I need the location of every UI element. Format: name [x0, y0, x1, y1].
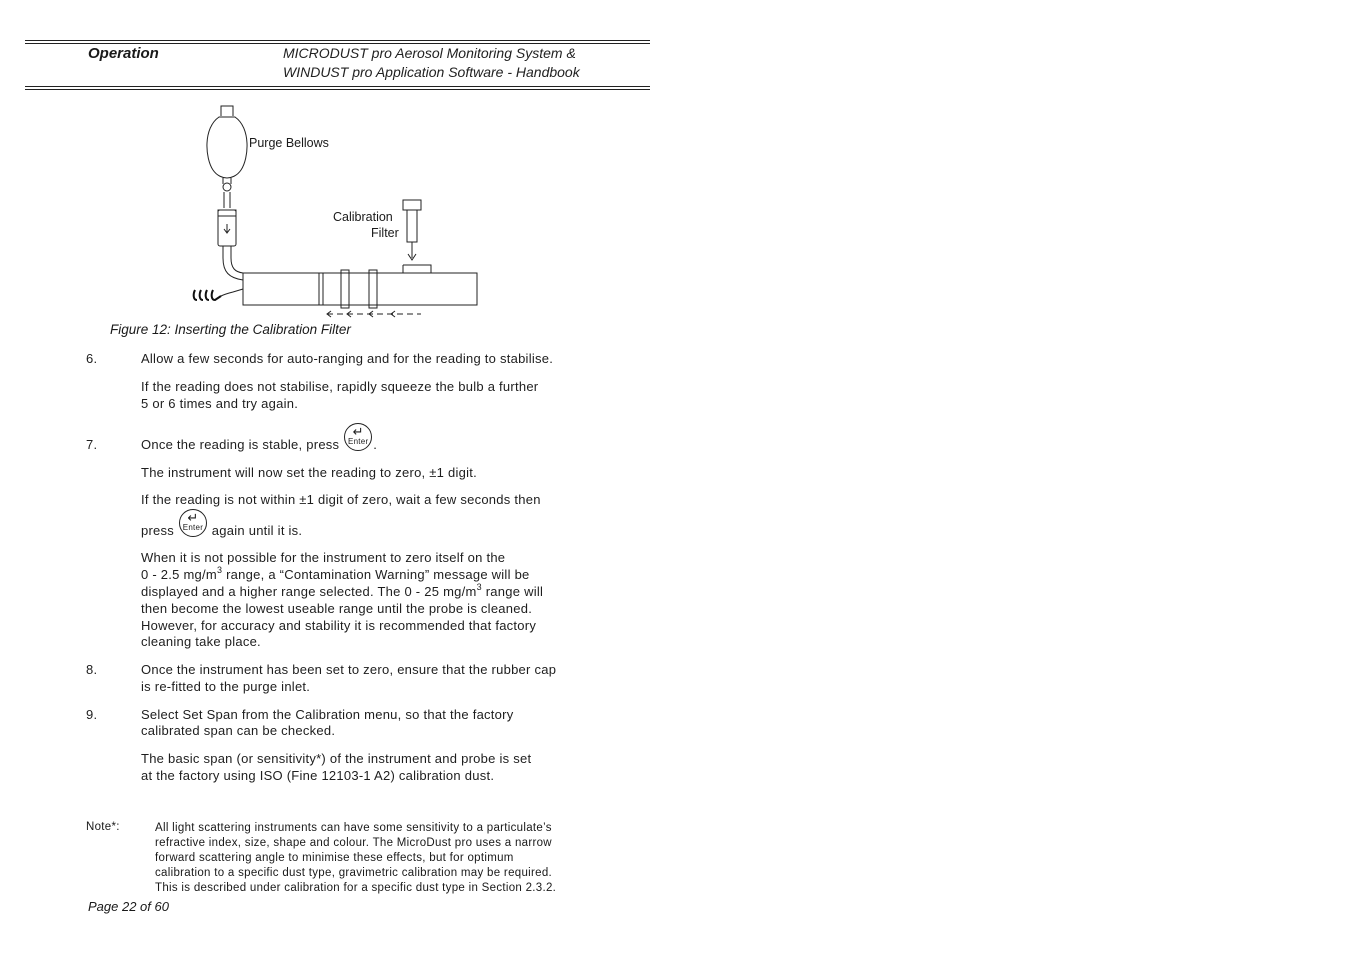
probe-tube	[243, 273, 477, 305]
step-7-zero-text: The instrument will now set the reading to zero, ±1 digit.	[141, 465, 477, 480]
step-6-text: Allow a few seconds for auto-ranging and for the reading to stabilise.	[141, 351, 554, 366]
superscript-3: 3	[216, 565, 223, 575]
step-9-line1: Select Set Span from the Calibration menu, so that the factory	[141, 707, 514, 722]
step-7-warning-line5: However, for accuracy and stability it is recommended that factory	[141, 618, 537, 633]
note-line2: refractive index, size, shape and colour. The MicroDust pro uses a narrow	[155, 837, 552, 849]
step-8-line2: is re-fitted to the purge inlet.	[141, 679, 311, 694]
step-6-note-line1: If the reading does not stabilise, rapidly squeeze the bulb a further	[141, 379, 539, 394]
note-label: Note*:	[86, 821, 120, 833]
step-7-retry-post: again until it is.	[211, 523, 303, 538]
enter-key-label: Enter	[182, 523, 204, 532]
step-7-warning-line1: When it is not possible for the instrument to zero itself on the	[141, 550, 506, 565]
step-9-number: 9.	[86, 707, 98, 722]
step-9-span-line2: at the factory using ISO (Fine 12103-1 A2) calibration dust.	[141, 768, 495, 783]
range-text-a: 0 - 2.5 mg/m	[141, 567, 217, 582]
enter-key-label: Enter	[348, 437, 369, 446]
header-rule-top	[25, 40, 650, 41]
range-text-c: displayed and a higher range selected. The 0 - 25 mg/m	[141, 584, 477, 599]
page-number: Page 22 of 60	[88, 899, 169, 914]
handbook-title-line2: WINDUST pro Application Software - Handbook	[283, 64, 580, 80]
enter-arrow-icon: ↵	[352, 424, 364, 439]
note-line5: This is described under calibration for a specific dust type in Section 2.3.2.	[155, 882, 557, 894]
header-rule-bottom-2	[25, 89, 650, 90]
step-7-warning-line3	[141, 584, 543, 599]
step-8-line1: Once the instrument has been set to zero, ensure that the rubber cap	[141, 662, 557, 677]
coiled-cable	[194, 290, 221, 300]
label-calibration: Calibration	[333, 210, 393, 224]
enter-key-icon	[344, 423, 372, 451]
step-7-retry-line1: If the reading is not within ±1 digit of zero, wait a few seconds then	[141, 492, 541, 507]
enter-arrow-icon: ↵	[187, 510, 199, 525]
label-purge-bellows: Purge Bellows	[249, 136, 329, 150]
step-7-number: 7.	[86, 437, 98, 452]
figure-caption: Figure 12: Inserting the Calibration Filter	[110, 322, 351, 337]
step-9-span-line1: The basic span (or sensitivity*) of the instrument and probe is set	[141, 751, 532, 766]
header-rule-bottom	[25, 86, 650, 87]
step-7-retry-line2	[141, 509, 302, 545]
bellows-inlet	[221, 106, 233, 116]
range-text-b: range, a “Contamination Warning” message will be	[222, 567, 530, 582]
step-7-warning-line4: then become the lowest useable range until the probe is cleaned.	[141, 601, 533, 616]
calibration-filter	[403, 200, 421, 210]
step-6-number: 6.	[86, 351, 98, 366]
superscript-3: 3	[476, 582, 482, 592]
purge-bellows-bulb	[207, 117, 247, 178]
label-filter: Filter	[371, 226, 399, 240]
step-7-retry-pre: press	[141, 523, 175, 538]
handbook-title-line1: MICRODUST pro Aerosol Monitoring System &	[283, 45, 576, 61]
step-8-number: 8.	[86, 662, 98, 677]
step-6-note-line2: 5 or 6 times and try again.	[141, 396, 299, 411]
step-7-warning-line2	[141, 567, 530, 582]
step-7-text-post: .	[373, 437, 378, 452]
header-rule-top-2	[25, 43, 650, 44]
section-title: Operation	[88, 45, 159, 62]
note-line3: forward scattering angle to minimise these effects, but for optimum	[155, 852, 514, 864]
step-9-line2: calibrated span can be checked.	[141, 723, 336, 738]
note-line1: All light scattering instruments can have some sensitivity to a particulate’s	[155, 822, 552, 834]
step-7-warning-line6: cleaning take place.	[141, 634, 261, 649]
range-text-d: range will	[481, 584, 544, 599]
step-7-text	[141, 423, 377, 459]
step-7-text-pre: Once the reading is stable, press	[141, 437, 340, 452]
note-line4: calibration to a specific dust type, gravimetric calibration may be required.	[155, 867, 553, 879]
enter-key-icon	[179, 509, 207, 537]
